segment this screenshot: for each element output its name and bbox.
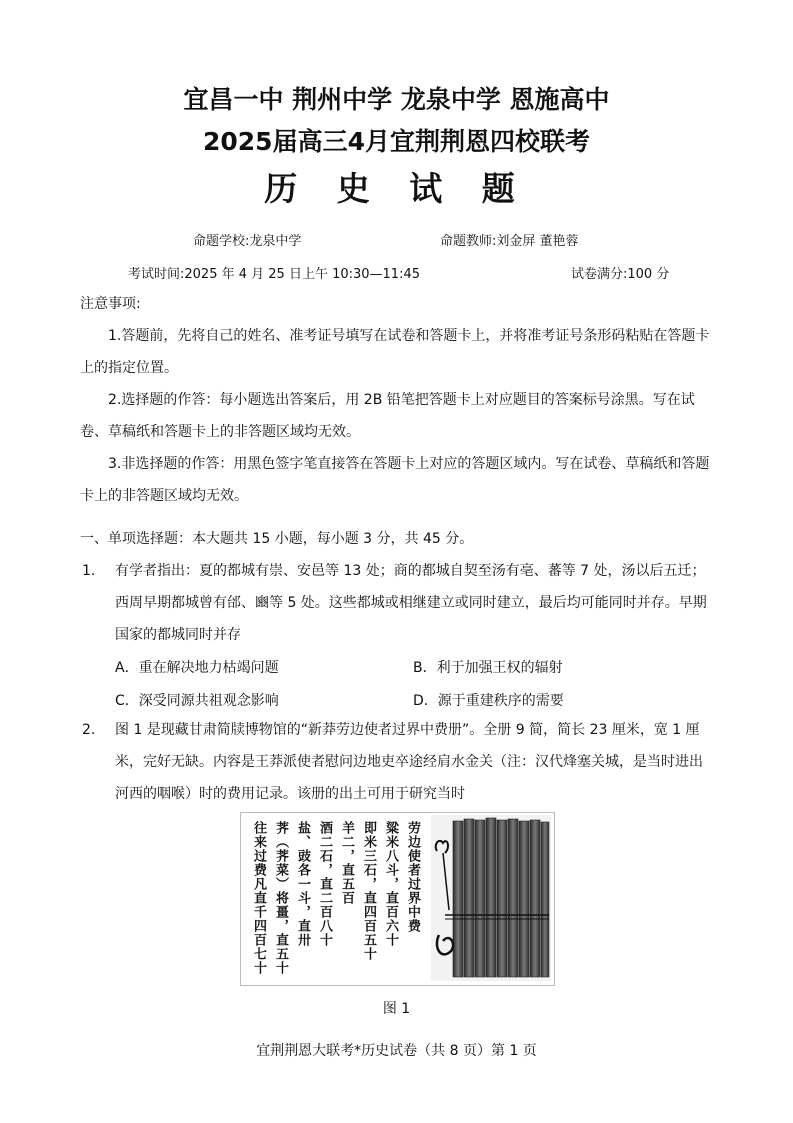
figure-column-5: 酒二石，直二百八十	[317, 821, 332, 947]
notice-item-1: 1.答题前，先将自己的姓名、准考证号填写在试卷和答题卡上，并将准考证号条形码粘贴在答题卡上的指定位置。	[80, 328, 710, 376]
question-2-stem: 图 1 是现藏甘肃简牍博物馆的“新莽劳边使者过界中费册”。全册 9 简，简长 23 厘米，宽 1 厘米，完好无缺。内容是王莽派使者慰问边地吏卒途经肩水金关（注：汉代烽塞关城，是当时进出河西的咽喉）时的费用记录。该册的出土可用于研究当时	[115, 722, 703, 802]
notice-item-2: 2.选择题的作答：每小题选出答案后，用 2B 铅笔把答题卡上对应题目的答案标号涂黑。写在试卷、草稿纸和答题卡上的非答题区域均无效。	[80, 392, 695, 440]
question-1-option-a[interactable]: A．重在解决地力枯竭问题	[115, 660, 279, 676]
figure-column-3: 即米三石，直四百五十	[361, 821, 376, 961]
subject-title: 历 史 试 题	[264, 169, 529, 208]
exam-name: 2025届高三4月宜荆荆恩四校联考	[203, 127, 590, 156]
notice-heading: 注意事项:	[80, 296, 141, 312]
school-label: 命题学校:龙泉中学	[193, 234, 302, 249]
figure-column-2: 粱米八斗，直百六十	[383, 821, 398, 947]
figure-column-6: 盐、豉各一斗，直卅	[295, 821, 310, 947]
question-1-option-c[interactable]: C．深受同源共祖观念影响	[115, 693, 279, 709]
question-1-number: 1.	[82, 563, 96, 579]
figure-column-1: 劳边使者过界中费	[405, 821, 420, 933]
bamboo-slips-photo	[431, 815, 551, 981]
teacher-label: 命题教师:刘金屏 董艳蓉	[440, 234, 579, 249]
figure-1	[240, 812, 555, 986]
question-1-option-b[interactable]: B．利于加强王权的辐射	[413, 660, 563, 676]
time-label: 考试时间:2025 年 4 月 25 日上午 10:30—11:45	[128, 267, 420, 282]
question-2-number: 2.	[82, 722, 96, 738]
question-1-option-d[interactable]: D．源于重建秩序的需要	[413, 693, 564, 709]
figure-column-7: 荠（荠菜）将畺，直五十	[273, 821, 288, 975]
figure-column-8: 往来过费凡直千四百七十	[251, 821, 266, 975]
figure-transcription	[241, 813, 426, 985]
question-1-stem: 有学者指出：夏的都城有崇、安邑等 13 处；商的都城自契至汤有亳、蕃等 7 处，汤以后五迁；西周早期都城曾有邰、豳等 5 处。这些都城或相继建立或同时建立，最后均可能同时并存。早期国家的都城同时并存	[115, 563, 707, 643]
notice-item-3: 3.非选择题的作答：用黑色签字笔直接答在答题卡上对应的答题区域内。写在试卷、草稿纸和答题卡上的非答题区域均无效。	[80, 456, 710, 504]
figure-caption: 图 1	[382, 1001, 411, 1017]
figure-column-4: 羊二，直五百	[339, 821, 354, 905]
section-heading: 一、单项选择题：本大题共 15 小题，每小题 3 分，共 45 分。	[80, 531, 474, 547]
score-label: 试卷满分:100 分	[571, 267, 670, 282]
school-names: 宜昌一中 荆州中学 龙泉中学 恩施高中	[183, 85, 610, 114]
page-footer: 宜荆荆恩大联考*历史试卷（共 8 页）第 1 页	[256, 1043, 537, 1059]
